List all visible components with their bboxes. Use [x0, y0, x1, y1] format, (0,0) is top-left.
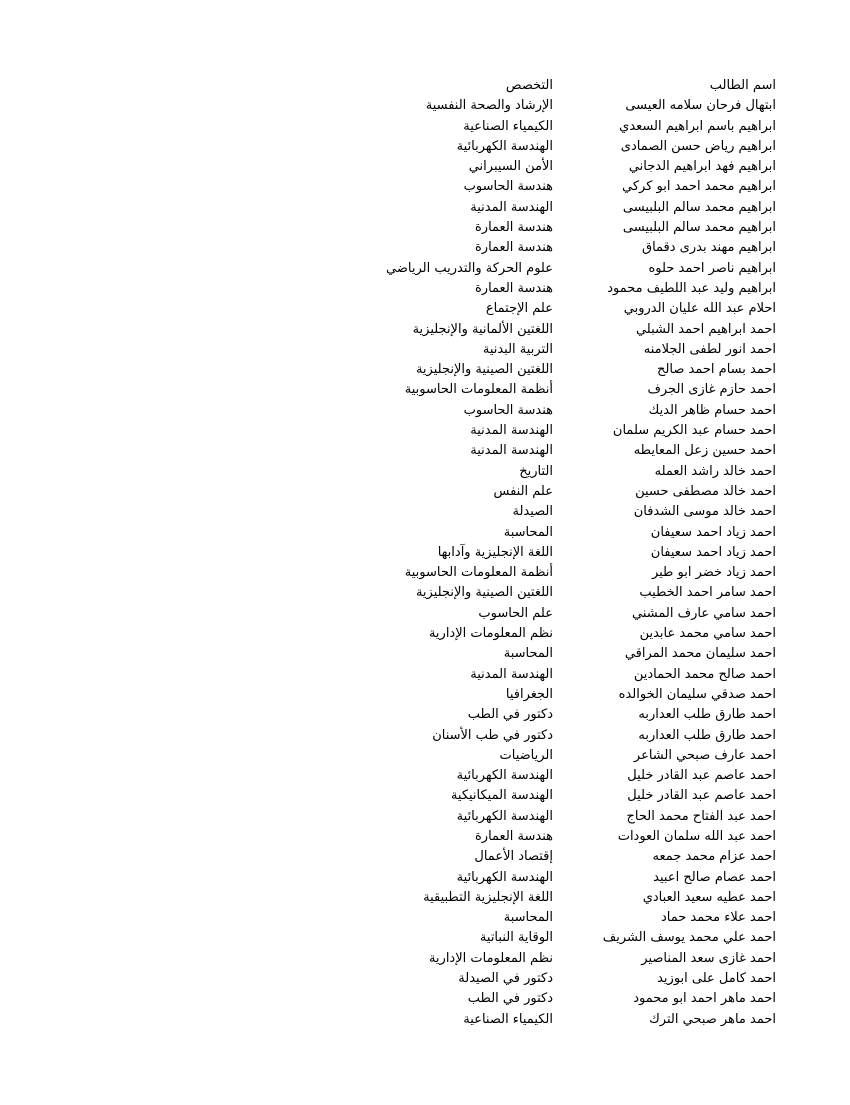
student-name: احمد طارق طلب العداربه: [638, 707, 776, 723]
list-item: [0, 441, 850, 461]
student-name: احمد عزام محمد جمعه: [652, 849, 776, 865]
student-name: احمد سامي محمد عابدين: [639, 626, 776, 642]
student-name: احمد عبد الفتاح محمد الحاج: [626, 808, 776, 824]
student-name: احمد انور لطفى الجلامنه: [643, 341, 776, 357]
student-specialization: أنظمة المعلومات الحاسوبية: [404, 565, 553, 581]
list-item: [0, 238, 850, 258]
student-specialization: الهندسة المدنية: [470, 423, 553, 439]
list-item: [0, 320, 850, 340]
student-name: احمد صدقي سليمان الخوالده: [618, 686, 776, 702]
list-item: [0, 157, 850, 177]
student-specialization: الرياضيات: [499, 747, 553, 763]
student-name: احمد عارف صبحي الشاعر: [633, 747, 776, 763]
list-item: [0, 726, 850, 746]
student-name: ابراهيم ناصر احمد حلوه: [648, 260, 776, 276]
student-name: احمد طارق طلب العداربه: [638, 727, 776, 743]
student-name: احمد سليمان محمد المراقي: [624, 646, 776, 662]
student-name: احمد خالد راشد العمله: [654, 463, 776, 479]
student-name: احمد ماهر احمد ابو محمود: [633, 991, 776, 1007]
list-item: [0, 888, 850, 908]
list-item: [0, 766, 850, 786]
list-item: [0, 543, 850, 563]
student-specialization: نظم المعلومات الإدارية: [428, 950, 553, 966]
student-list: [0, 76, 850, 1030]
student-specialization: الهندسة الميكانيكية: [450, 788, 553, 804]
list-item: [0, 380, 850, 400]
student-name: ابراهيم فهد ابراهيم الدجاني: [628, 159, 776, 175]
student-name: ابراهيم وليد عبد اللطيف محمود: [607, 280, 776, 296]
list-item: [0, 604, 850, 624]
student-specialization: التاريخ: [519, 463, 553, 479]
student-specialization: نظم المعلومات الإدارية: [428, 626, 553, 642]
student-specialization: الهندسة المدنية: [470, 443, 553, 459]
student-name: احمد بسام احمد صالح: [657, 362, 776, 378]
student-specialization: اللغتين الصينية والإنجليزية: [415, 362, 553, 378]
student-name: احمد عطيه سعيد العبادي: [642, 889, 776, 905]
student-name: احمد زياد احمد سعيفان: [650, 544, 776, 560]
student-name: احمد عاصم عبد القادر خليل: [627, 788, 776, 804]
student-name: احمد زياد خضر ابو طير: [651, 565, 776, 581]
student-specialization: الكيمياء الصناعية: [463, 118, 553, 134]
list-item: [0, 969, 850, 989]
student-specialization: الهندسة الكهربائية: [456, 138, 553, 154]
list-item: [0, 340, 850, 360]
student-specialization: دكتور في طب الأسنان: [432, 727, 553, 743]
list-item: [0, 259, 850, 279]
student-name: احمد صالح محمد الحمادين: [633, 666, 776, 682]
list-item: [0, 299, 850, 319]
list-item: [0, 746, 850, 766]
student-specialization: علم الحاسوب: [478, 605, 553, 621]
student-name: احمد علاء محمد حماد: [660, 910, 776, 926]
list-item: [0, 665, 850, 685]
student-specialization: المحاسبة: [503, 524, 553, 540]
student-specialization: هندسة العمارة: [474, 220, 553, 236]
student-name: احمد خالد موسى الشدفان: [633, 504, 776, 520]
student-specialization: دكتور في الطب: [467, 707, 553, 723]
student-name: احمد خالد مصطفى حسين: [635, 483, 776, 499]
student-name: ابراهيم محمد سالم البلبيسى: [622, 199, 776, 215]
student-name: احمد حسين زعل المعايطه: [633, 443, 776, 459]
list-item: [0, 583, 850, 603]
student-specialization: هندسة الحاسوب: [463, 179, 553, 195]
student-name: احمد حسام عبد الكريم سلمان: [612, 423, 776, 439]
student-specialization: هندسة العمارة: [474, 280, 553, 296]
list-item: [0, 868, 850, 888]
list-item: [0, 949, 850, 969]
student-specialization: دكتور في الصيدلة: [458, 971, 553, 987]
list-item: [0, 96, 850, 116]
student-name: احمد غازى سعد المناصير: [641, 950, 776, 966]
list-item: [0, 624, 850, 644]
list-item: [0, 563, 850, 583]
student-specialization: المحاسبة: [503, 646, 553, 662]
list-item: [0, 360, 850, 380]
student-specialization: التربية البدنية: [482, 341, 553, 357]
student-specialization: الجغرافيا: [505, 686, 553, 702]
student-name: ابراهيم باسم ابراهيم السعدي: [619, 118, 776, 134]
list-item: [0, 401, 850, 421]
list-item: [0, 198, 850, 218]
list-item: [0, 847, 850, 867]
student-specialization: هندسة الحاسوب: [463, 402, 553, 418]
student-specialization: علم الإجتماع: [485, 301, 553, 317]
student-specialization: علم النفس: [493, 483, 553, 499]
list-item: [0, 177, 850, 197]
student-name: احمد زياد احمد سعيفان: [650, 524, 776, 540]
student-name: احمد عصام صالح اعبيد: [653, 869, 776, 885]
student-specialization: اللغة الإنجليزية وآدابها: [437, 544, 553, 560]
list-header: [0, 76, 850, 96]
list-item: [0, 462, 850, 482]
student-name: احمد عبد الله سلمان العودات: [617, 828, 776, 844]
student-name: ابراهيم مهند بدرى دقماق: [641, 240, 776, 256]
student-specialization: أنظمة المعلومات الحاسوبية: [404, 382, 553, 398]
header-student-name: اسم الطالب: [709, 78, 776, 93]
list-item: [0, 1010, 850, 1030]
student-name: ابراهيم رياض حسن الصمادى: [620, 138, 776, 154]
student-specialization: الهندسة الكهربائية: [456, 869, 553, 885]
student-specialization: الصيدلة: [512, 504, 553, 520]
header-specialization: التخصص: [505, 78, 553, 93]
student-name: احمد علي محمد يوسف الشريف: [602, 930, 776, 946]
student-specialization: الهندسة المدنية: [470, 199, 553, 215]
student-specialization: هندسة العمارة: [474, 240, 553, 256]
student-specialization: الإرشاد والصحة النفسية: [425, 98, 553, 114]
student-name: احمد سامر احمد الخطيب: [639, 585, 776, 601]
student-name: احمد كامل على ابوزيد: [657, 971, 776, 987]
list-item: [0, 482, 850, 502]
student-specialization: الوقاية النباتية: [479, 930, 553, 946]
list-item: [0, 218, 850, 238]
rows-container: [0, 96, 850, 1030]
student-name: احلام عبد الله عليان الدروبي: [623, 301, 776, 317]
student-name: ابتهال فرحان سلامه العيسى: [625, 98, 776, 114]
list-item: [0, 928, 850, 948]
student-specialization: اللغة الإنجليزية التطبيقية: [423, 889, 553, 905]
list-item: [0, 908, 850, 928]
list-item: [0, 421, 850, 441]
list-item: [0, 786, 850, 806]
list-item: [0, 807, 850, 827]
student-name: ابراهيم محمد سالم البلبيسى: [622, 220, 776, 236]
student-specialization: إقتصاد الأعمال: [474, 849, 553, 865]
list-item: [0, 137, 850, 157]
list-item: [0, 502, 850, 522]
list-item: [0, 523, 850, 543]
list-item: [0, 644, 850, 664]
student-name: احمد عاصم عبد القادر خليل: [627, 768, 776, 784]
student-specialization: الهندسة الكهربائية: [456, 808, 553, 824]
student-specialization: الكيمياء الصناعية: [463, 1011, 553, 1027]
student-name: احمد حسام ظاهر الديك: [648, 402, 776, 418]
student-name: احمد حازم غازى الجرف: [647, 382, 776, 398]
student-specialization: اللغتين الصينية والإنجليزية: [415, 585, 553, 601]
student-specialization: الهندسة الكهربائية: [456, 768, 553, 784]
student-name: احمد ابراهيم احمد الشبلي: [635, 321, 776, 337]
student-specialization: دكتور في الطب: [467, 991, 553, 1007]
list-item: [0, 685, 850, 705]
list-item: [0, 117, 850, 137]
list-item: [0, 989, 850, 1009]
student-specialization: المحاسبة: [503, 910, 553, 926]
student-specialization: علوم الحركة والتدريب الرياضي: [386, 260, 553, 276]
student-specialization: اللغتين الألمانية والإنجليزية: [412, 321, 553, 337]
student-name: احمد سامي عارف المشني: [632, 605, 776, 621]
student-specialization: هندسة العمارة: [474, 828, 553, 844]
student-specialization: الهندسة المدنية: [470, 666, 553, 682]
student-specialization: الأمن السيبراني: [468, 159, 553, 175]
list-item: [0, 705, 850, 725]
student-name: احمد ماهر صبحي الترك: [649, 1011, 776, 1027]
student-name: ابراهيم محمد احمد ابو كركي: [622, 179, 776, 195]
list-item: [0, 279, 850, 299]
list-item: [0, 827, 850, 847]
